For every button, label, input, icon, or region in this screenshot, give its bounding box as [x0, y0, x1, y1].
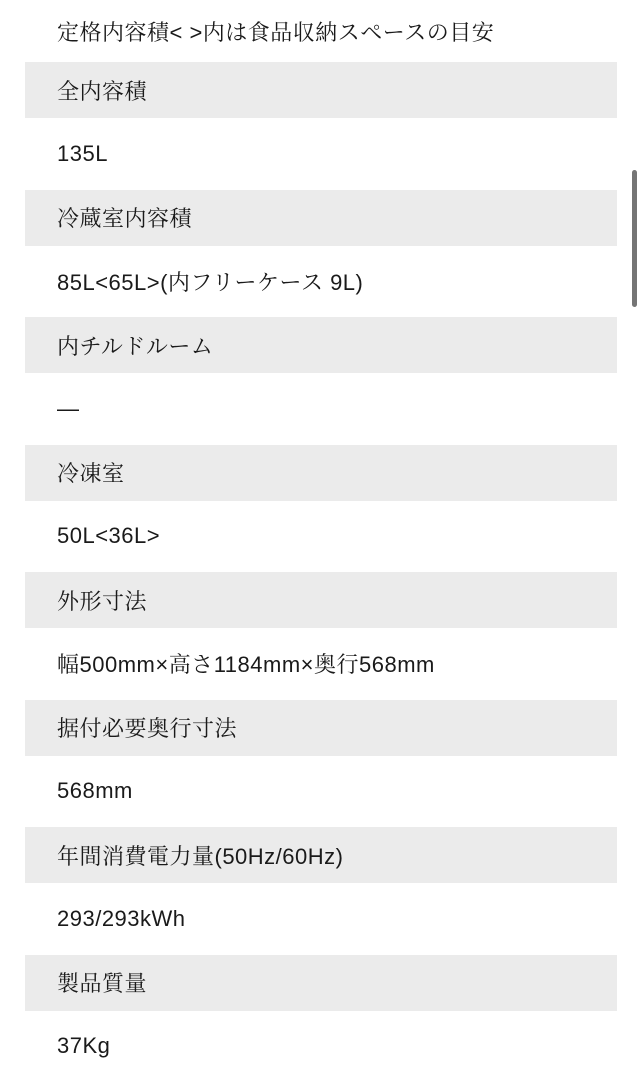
spec-value-required-installation-depth [25, 756, 617, 828]
spec-value-text: — [57, 396, 80, 422]
spec-label-chilled-room [25, 317, 617, 373]
spec-label-text: 外形寸法 [57, 585, 147, 616]
spec-label-text: 据付必要奥行寸法 [57, 712, 237, 743]
spec-label-annual-power-consumption [25, 827, 617, 883]
spec-value-text: 85L<65L>(内フリーケース 9L) [57, 266, 363, 297]
spec-value-text: 37Kg [57, 1033, 110, 1059]
spec-value-text: 135L [57, 141, 108, 167]
spec-value-fridge-compartment-volume [25, 246, 617, 318]
spec-value-chilled-room [25, 373, 617, 445]
spec-value-product-weight [25, 1011, 617, 1082]
spec-value-text: 幅500mm×高さ1184mm×奥行568mm [57, 648, 435, 679]
spec-label-external-dimensions [25, 572, 617, 628]
spec-note-text: 定格内容積< >内は食品収納スペースの目安 [57, 16, 494, 47]
spec-value-external-dimensions [25, 628, 617, 700]
spec-value-text: 293/293kWh [57, 906, 186, 932]
spec-value-text: 50L<36L> [57, 523, 160, 549]
spec-label-product-weight [25, 955, 617, 1011]
spec-value-freezer-compartment [25, 501, 617, 573]
scrollbar-thumb[interactable] [632, 170, 637, 307]
spec-label-text: 冷凍室 [57, 457, 125, 488]
spec-label-required-installation-depth [25, 700, 617, 756]
spec-label-freezer-compartment [25, 445, 617, 501]
spec-value-annual-power-consumption [25, 883, 617, 955]
spec-label-total-internal-volume [25, 62, 617, 118]
spec-note [0, 0, 642, 62]
spec-label-text: 年間消費電力量(50Hz/60Hz) [57, 840, 343, 871]
spec-label-text: 全内容積 [57, 75, 147, 106]
spec-value-total-internal-volume [25, 118, 617, 190]
spec-label-text: 内チルドルーム [57, 330, 213, 361]
spec-label-text: 冷蔵室内容積 [57, 202, 192, 233]
spec-label-text: 製品質量 [57, 967, 147, 998]
spec-value-text: 568mm [57, 778, 133, 804]
spec-table [0, 62, 642, 1082]
spec-label-fridge-compartment-volume [25, 190, 617, 246]
